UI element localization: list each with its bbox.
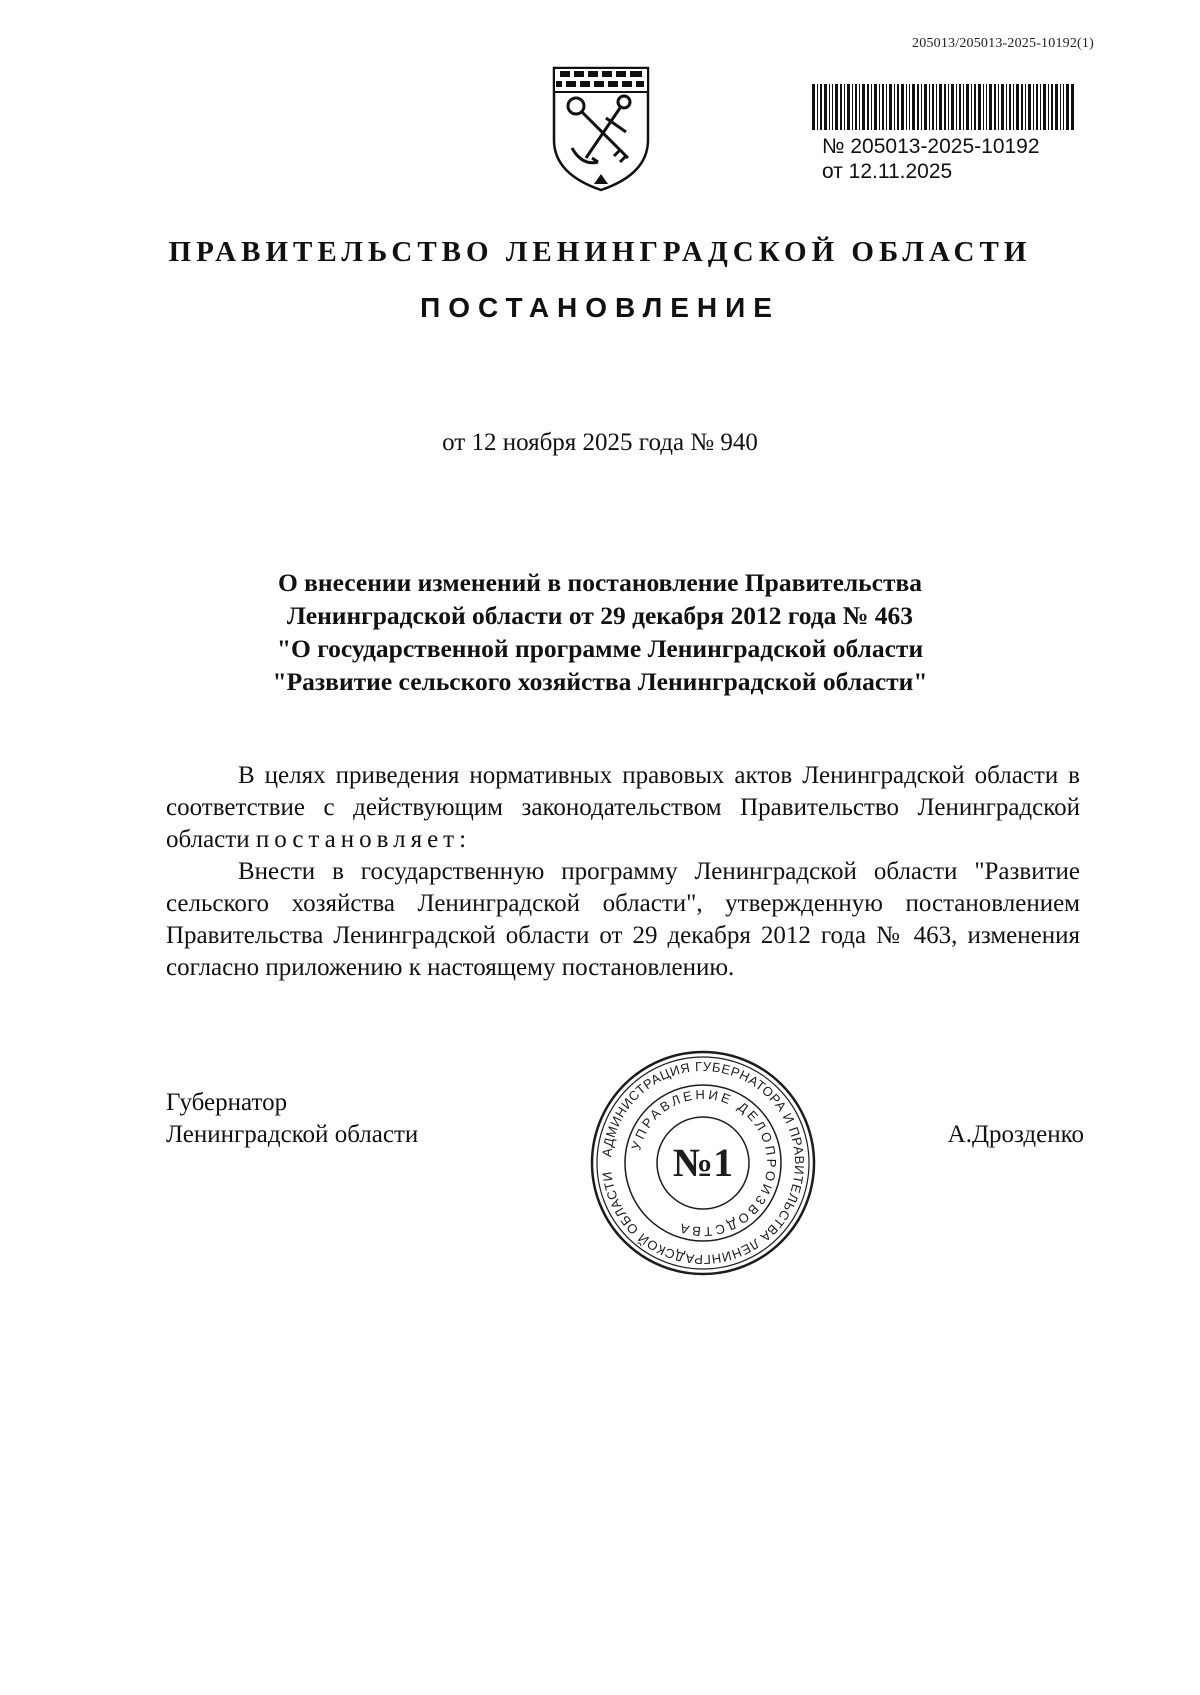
decree-date-number: от 12 ноября 2025 года № 940 <box>442 429 758 456</box>
signatory-name: А.Дрозденко <box>947 1121 1084 1148</box>
registration-number: 205013/205013-2025-10192(1) <box>912 36 1094 51</box>
body-paragraph <box>166 760 1080 856</box>
decree-body <box>166 760 1080 984</box>
barcode-date: от 12.11.2025 <box>822 160 953 183</box>
body-paragraph: Внести в государственную программу Ленинградской области "Развитие сельского хозяйства Ленинградской области", утвержденную постановлением Правительства Ленинградской области от 29 декабря 2012 года № 463, изменения согласно приложению к настоящему постановлению. <box>166 858 1080 981</box>
barcode <box>812 84 1074 130</box>
paragraph-text: В целях приведения нормативных правовых актов Ленинградской области в соответствие с действующим законодательством Правительство Ленинградской области <box>166 762 1080 853</box>
subject-line: Ленинградской области от 29 декабря 2012 года № 463 <box>286 601 914 630</box>
document-type: ПОСТАНОВЛЕНИЕ <box>420 292 780 323</box>
government-title: ПРАВИТЕЛЬСТВО ЛЕНИНГРАДСКОЙ ОБЛАСТИ <box>168 236 1032 268</box>
subject-line: "О государственной программе Ленинградской области <box>276 634 924 663</box>
position-line: Губернатор <box>166 1089 288 1116</box>
coat-of-arms-icon <box>546 62 656 194</box>
barcode-number: № 205013-2025-10192 <box>822 135 1040 158</box>
seal-center-number: №1 <box>672 1140 734 1185</box>
barcode-caption <box>822 134 1040 184</box>
position-line: Ленинградской области <box>166 1121 419 1148</box>
official-seal <box>588 1048 818 1278</box>
subject-line: "Развитие сельского хозяйства Ленинградской области" <box>272 667 928 696</box>
seal-outer-text: АДМИНИСТРАЦИЯ ГУБЕРНАТОРА И ПРАВИТЕЛЬСТВА ЛЕНИНГРАДСКОЙ ОБЛАСТИ <box>599 1058 808 1268</box>
resolves-word: постановляет: <box>255 826 472 853</box>
subject-line: О внесении изменений в постановление Правительства <box>277 568 923 597</box>
decree-subject <box>160 566 1040 698</box>
signatory-position <box>166 1087 418 1151</box>
seal-inner-text: УПРАВЛЕНИЕ ДЕЛОПРОИЗВОДСТВА <box>628 1086 780 1240</box>
